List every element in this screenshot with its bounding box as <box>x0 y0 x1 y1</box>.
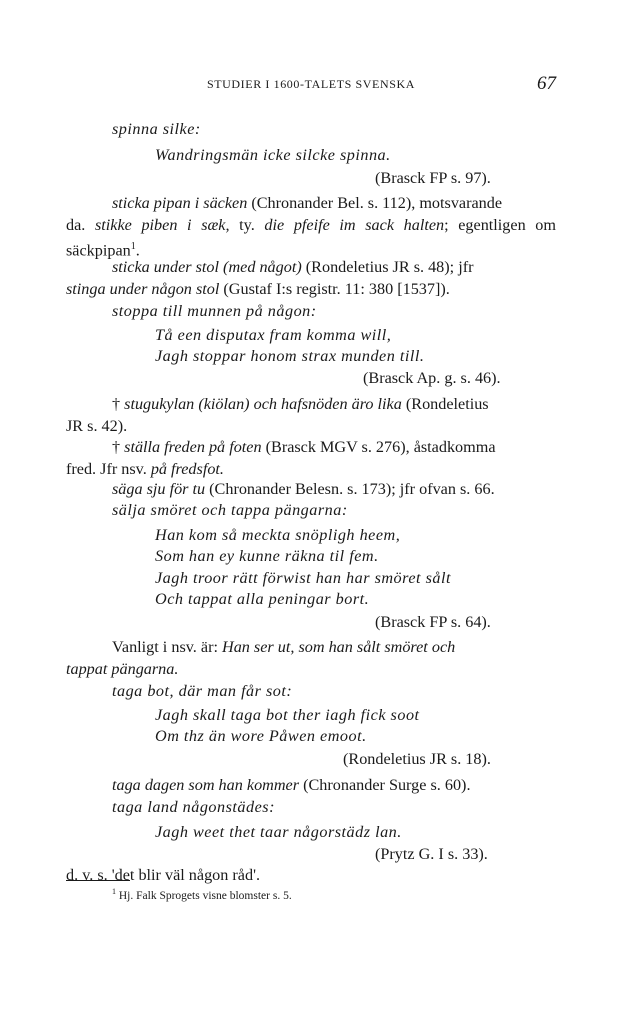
text-line <box>112 796 275 818</box>
italic-phrase: sticka under stol (med något) <box>112 258 302 276</box>
italic-phrase: Jagh weet thet taar någorstädz lan. <box>155 823 402 841</box>
text-line <box>66 458 224 480</box>
italic-phrase: spinna silke: <box>112 120 201 138</box>
text-line <box>155 545 379 567</box>
text-segment: (Rondeletius JR s. 18). <box>343 750 491 768</box>
italic-phrase: Jagh skall taga bot ther iagh fick soot <box>155 706 420 724</box>
text-segment: † <box>112 438 125 456</box>
text-segment: fred. Jfr nsv. <box>66 460 151 478</box>
page-number: 67 <box>537 73 556 94</box>
italic-phrase: taga bot, där man får sot: <box>112 682 293 700</box>
text-line <box>66 415 127 437</box>
text-segment: da. <box>66 216 95 234</box>
page-header <box>66 73 556 97</box>
italic-phrase: stoppa till munnen på någon: <box>112 302 317 320</box>
running-title: STUDIER I 1600-TALETS SVENSKA <box>206 77 416 91</box>
italic-phrase: Jagh stoppar honom strax munden till. <box>155 347 425 365</box>
text-line <box>343 748 491 770</box>
text-line <box>112 774 471 796</box>
text-line <box>112 636 455 658</box>
text-segment: säckpipan <box>66 241 131 260</box>
text-line <box>112 436 496 458</box>
text-segment: (Chronander Surge s. 60). <box>299 776 471 794</box>
text-line <box>112 478 495 500</box>
footnote-rule <box>66 880 130 881</box>
italic-phrase: stikke piben i sæk, <box>94 216 230 234</box>
italic-phrase: Jagh troor rätt förwist han har smöret sålt <box>155 569 451 587</box>
text-segment: d. v. s. 'det blir väl någon råd'. <box>66 866 261 884</box>
text-line <box>155 144 391 166</box>
text-segment: (Chronander Belesn. s. 173); jfr ofvan s. 66. <box>205 480 495 498</box>
text-line <box>112 192 502 214</box>
text-line <box>112 680 292 702</box>
italic-phrase: Och tappat alla peningar bort. <box>155 590 370 608</box>
italic-phrase: Wandringsmän icke silcke spinna. <box>155 146 391 164</box>
text-line <box>112 393 489 415</box>
text-line <box>155 524 400 546</box>
italic-phrase: tappat pängarna. <box>66 660 179 678</box>
text-segment: (Rondeletius <box>401 395 489 413</box>
footnote-ref: 1 <box>130 241 136 252</box>
text-segment: ty. <box>229 216 265 234</box>
text-line <box>112 300 317 322</box>
italic-phrase: sälja smöret och tappa pängarna: <box>112 501 348 519</box>
footnote <box>112 887 292 902</box>
italic-phrase: Som han ey kunne räkna til fem. <box>155 547 379 565</box>
text-line <box>66 214 556 236</box>
text-line <box>155 345 424 367</box>
italic-phrase: Tå een disputax fram komma will, <box>155 326 392 344</box>
italic-phrase: die pfeife im sack halten <box>264 216 445 234</box>
text-segment: (Prytz G. I s. 33). <box>375 845 488 863</box>
text-segment: (Gustaf I:s registr. 11: 380 [1537]). <box>219 280 450 298</box>
text-line <box>375 611 491 633</box>
text-segment: (Brasck FP s. 64). <box>375 613 491 631</box>
text-line <box>155 567 451 589</box>
italic-phrase: på fredsfot. <box>150 460 224 478</box>
italic-phrase: stinga under någon stol <box>66 280 220 298</box>
text-line <box>66 278 450 300</box>
text-segment: JR s. 42). <box>66 417 128 435</box>
italic-phrase: taga dagen som han kommer <box>112 776 300 794</box>
italic-phrase: stugukylan (kiölan) och hafsnöden äro lika <box>124 395 402 413</box>
footnote-text: Hj. Falk Sprogets visne blomster s. 5. <box>116 889 292 902</box>
text-segment: (Brasck Ap. g. s. 46). <box>363 369 501 387</box>
italic-phrase: taga land någonstädes: <box>112 798 275 816</box>
text-line <box>155 725 367 747</box>
italic-phrase: Han ser ut, som han sålt smöret och <box>222 638 456 656</box>
text-segment: Vanligt i nsv. är: <box>112 638 222 656</box>
footnote-marker: 1 <box>112 887 116 896</box>
italic-phrase: ställa freden på foten <box>124 438 262 456</box>
text-line <box>66 658 178 680</box>
text-segment: (Brasck MGV s. 276), åstadkomma <box>261 438 496 456</box>
text-segment: (Rondeletius JR s. 48); jfr <box>301 258 474 276</box>
text-line <box>112 256 474 278</box>
italic-phrase: säga sju för tu <box>112 480 206 498</box>
text-line <box>375 843 488 865</box>
italic-phrase: Om thz än wore Påwen emoot. <box>155 727 367 745</box>
text-segment: (Brasck FP s. 97). <box>375 169 491 187</box>
text-line <box>155 588 369 610</box>
text-segment: † <box>112 395 125 413</box>
text-line <box>155 324 391 346</box>
italic-phrase: Han kom så meckta snöpligh heem, <box>155 526 401 544</box>
text-segment: ; egentligen om <box>444 216 556 234</box>
text-line <box>375 167 491 189</box>
text-line <box>155 821 402 843</box>
text-segment: . <box>135 241 140 260</box>
text-line <box>66 864 260 886</box>
text-line <box>363 367 501 389</box>
text-line <box>112 118 201 140</box>
italic-phrase: sticka pipan i säcken <box>112 194 248 212</box>
text-segment: (Chronander Bel. s. 112), motsvarande <box>247 194 503 212</box>
text-line <box>112 499 348 521</box>
text-line <box>155 704 420 726</box>
